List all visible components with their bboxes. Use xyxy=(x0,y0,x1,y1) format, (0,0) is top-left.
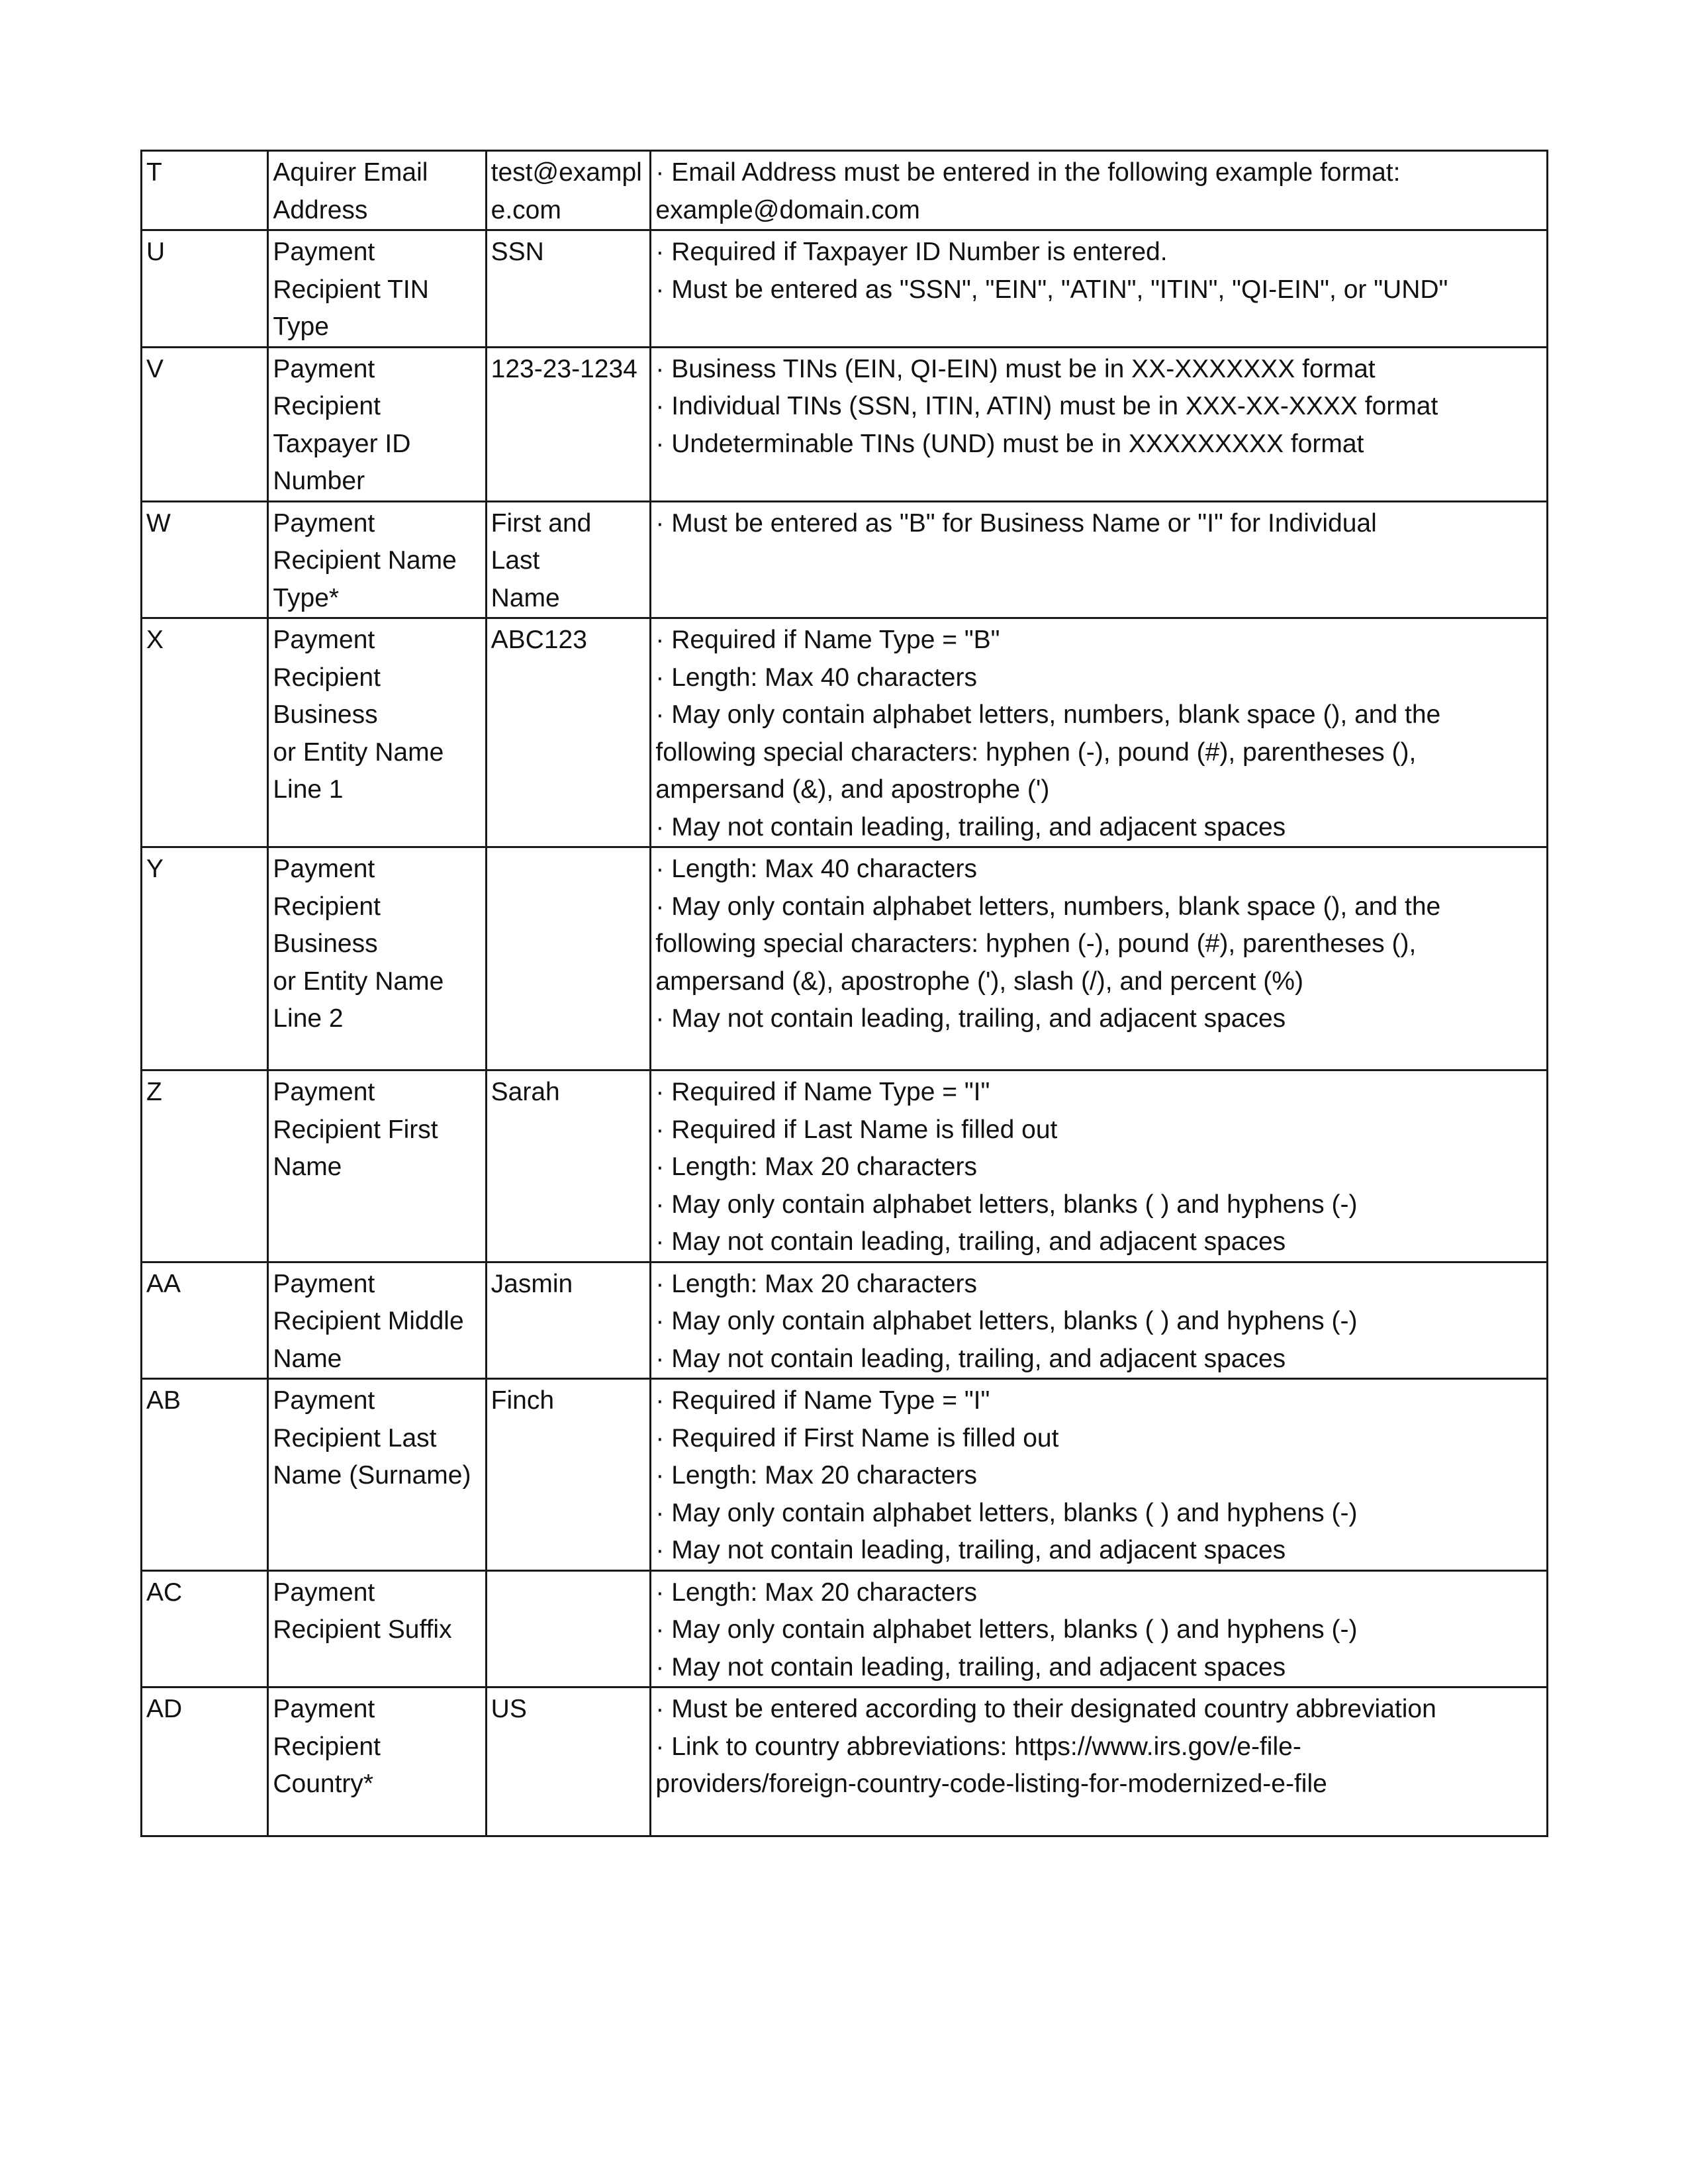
validation-rules-line: · Length: Max 40 characters xyxy=(655,855,977,883)
field-name-line: Taxpayer ID xyxy=(273,429,411,458)
field-name-line: Recipient xyxy=(273,392,381,420)
field-name-line: Line 1 xyxy=(273,775,344,804)
example-value-line: Sarah xyxy=(491,1078,560,1106)
table-row xyxy=(142,1262,1548,1379)
field-name xyxy=(268,501,486,618)
table-row xyxy=(142,501,1548,618)
column-letter: X xyxy=(142,618,268,847)
column-letter: AD xyxy=(142,1687,268,1836)
validation-rules xyxy=(651,1262,1548,1379)
validation-rules-line: · Must be entered as "B" for Business Name or "I" for Individual xyxy=(655,508,1377,538)
validation-rules-line: · Required if Last Name is filled out xyxy=(655,1115,1058,1144)
validation-rules xyxy=(651,1687,1548,1836)
field-name-line: Country* xyxy=(273,1770,374,1798)
table-row xyxy=(142,1570,1548,1687)
validation-rules-line: · May not contain leading, trailing, and adjacent spaces xyxy=(655,1536,1286,1564)
field-name-line: Recipient TIN Type xyxy=(273,275,436,341)
table-row xyxy=(142,1379,1548,1571)
validation-rules xyxy=(651,347,1548,501)
validation-rules-line: · Email Address must be entered in the following example format: xyxy=(655,158,1401,187)
field-name xyxy=(268,347,486,501)
field-name-line: Recipient Business xyxy=(273,663,388,729)
column-letter: AC xyxy=(142,1570,268,1687)
validation-rules-line: · Required if Taxpayer ID Number is entered. xyxy=(655,238,1168,266)
field-name xyxy=(268,151,486,230)
field-name-line: Number xyxy=(273,467,365,495)
validation-rules-line: · May only contain alphabet letters, numbers, blank space (), and the xyxy=(655,892,1441,921)
field-name xyxy=(268,230,486,348)
field-name-line: Aquirer Email xyxy=(273,158,428,187)
field-name-line: Line 2 xyxy=(273,1004,344,1033)
validation-rules xyxy=(651,618,1548,847)
field-name-line: Address xyxy=(273,195,368,224)
validation-rules-line: · Length: Max 20 characters xyxy=(655,1269,977,1298)
table-row xyxy=(142,151,1548,230)
table-row xyxy=(142,230,1548,348)
example-value-line: ABC123 xyxy=(491,626,587,654)
example-value xyxy=(486,347,651,501)
example-value-line: test@exampl xyxy=(491,158,642,187)
field-name-line: Recipient Middle xyxy=(273,1307,464,1335)
example-value-line: First and Last xyxy=(491,508,599,575)
field-name xyxy=(268,847,486,1070)
field-name-line: Payment xyxy=(273,1269,375,1298)
field-name xyxy=(268,1687,486,1836)
validation-rules-line: · Must be entered according to their designated country abbreviation xyxy=(655,1695,1436,1723)
validation-rules-line: · May only contain alphabet letters, blanks ( ) and hyphens (-) xyxy=(655,1307,1358,1335)
validation-rules-line: · Must be entered as "SSN", "EIN", "ATIN", "ITIN", "QI-EIN", or "UND" xyxy=(655,275,1448,304)
example-value xyxy=(486,501,651,618)
validation-rules-line: · May only contain alphabet letters, numbers, blank space (), and the xyxy=(655,700,1441,729)
validation-rules-line: · Required if Name Type = "B" xyxy=(655,626,1000,654)
field-name xyxy=(268,1570,486,1687)
validation-rules-line: · Length: Max 20 characters xyxy=(655,1461,977,1490)
example-value xyxy=(486,1262,651,1379)
example-value xyxy=(486,1570,651,1687)
table-row xyxy=(142,347,1548,501)
validation-rules xyxy=(651,501,1548,618)
column-letter: AB xyxy=(142,1379,268,1571)
validation-rules-line: ampersand (&), apostrophe ('), slash (/), and percent (%) xyxy=(655,967,1303,996)
column-letter: W xyxy=(142,501,268,618)
validation-rules-line: · May not contain leading, trailing, and adjacent spaces xyxy=(655,1227,1286,1256)
validation-rules-line: · May only contain alphabet letters, blanks ( ) and hyphens (-) xyxy=(655,1615,1358,1644)
validation-rules-line: · May not contain leading, trailing, and adjacent spaces xyxy=(655,1344,1286,1373)
validation-rules-line: · Required if First Name is filled out xyxy=(655,1423,1059,1452)
field-name-line: Payment xyxy=(273,354,375,383)
example-value xyxy=(486,151,651,230)
column-letter: V xyxy=(142,347,268,501)
validation-rules-line: · Length: Max 40 characters xyxy=(655,663,977,692)
field-name xyxy=(268,1262,486,1379)
example-value-line: US xyxy=(491,1695,527,1723)
example-value xyxy=(486,1070,651,1262)
validation-rules-line: following special characters: hyphen (-), pound (#), parentheses (), xyxy=(655,929,1417,958)
field-name-line: Payment xyxy=(273,626,375,654)
validation-rules-line: · May not contain leading, trailing, and adjacent spaces xyxy=(655,1652,1286,1682)
table-row xyxy=(142,847,1548,1070)
validation-rules-line: · Link to country abbreviations: https://www.irs.gov/e-file- xyxy=(655,1732,1301,1761)
column-letter: U xyxy=(142,230,268,348)
validation-rules-line: · May only contain alphabet letters, blanks ( ) and hyphens (-) xyxy=(655,1190,1358,1219)
validation-rules-line: ampersand (&), and apostrophe (') xyxy=(655,775,1050,804)
field-spec-table xyxy=(140,150,1548,1837)
validation-rules-line: providers/foreign-country-code-listing-for-modernized-e-file xyxy=(655,1770,1327,1798)
field-name xyxy=(268,1379,486,1571)
validation-rules xyxy=(651,230,1548,348)
validation-rules xyxy=(651,847,1548,1070)
example-value-line: Jasmin xyxy=(491,1269,573,1298)
field-name-line: Recipient First xyxy=(273,1115,438,1144)
column-letter: Z xyxy=(142,1070,268,1262)
field-name-line: Name xyxy=(273,1153,342,1181)
validation-rules-line: · Required if Name Type = "I" xyxy=(655,1078,990,1106)
validation-rules-line: · Individual TINs (SSN, ITIN, ATIN) must be in XXX-XX-XXXX format xyxy=(655,392,1438,420)
example-value-line: Name xyxy=(491,583,560,612)
field-name-line: Payment xyxy=(273,508,375,538)
field-name-line: Payment xyxy=(273,1386,375,1415)
field-name-line: Recipient Business xyxy=(273,892,388,958)
column-letter: T xyxy=(142,151,268,230)
field-name-line: Payment xyxy=(273,1695,375,1723)
validation-rules-line: example@domain.com xyxy=(655,195,920,224)
example-value xyxy=(486,618,651,847)
validation-rules-line: · May not contain leading, trailing, and adjacent spaces xyxy=(655,1004,1286,1033)
column-letter: AA xyxy=(142,1262,268,1379)
table-row xyxy=(142,1070,1548,1262)
field-name-line: Payment xyxy=(273,238,375,266)
example-value-line: SSN xyxy=(491,238,544,266)
field-name-line: Recipient xyxy=(273,1732,381,1761)
example-value-line: 123-23-1234 xyxy=(491,354,637,383)
field-name-line: Recipient Name xyxy=(273,546,457,575)
validation-rules xyxy=(651,151,1548,230)
field-name-line: Recipient Last xyxy=(273,1423,437,1452)
field-name xyxy=(268,618,486,847)
field-name-line: Payment xyxy=(273,1578,375,1607)
column-letter: Y xyxy=(142,847,268,1070)
validation-rules xyxy=(651,1070,1548,1262)
example-value xyxy=(486,230,651,348)
validation-rules-line: · Undeterminable TINs (UND) must be in XXXXXXXXX format xyxy=(655,429,1364,458)
example-value xyxy=(486,1379,651,1571)
example-value xyxy=(486,1687,651,1836)
field-name xyxy=(268,1070,486,1262)
validation-rules-line: · May only contain alphabet letters, blanks ( ) and hyphens (-) xyxy=(655,1498,1358,1527)
validation-rules xyxy=(651,1379,1548,1571)
validation-rules-line: · May not contain leading, trailing, and adjacent spaces xyxy=(655,812,1286,841)
example-value-line: e.com xyxy=(491,195,561,224)
field-name-line: or Entity Name xyxy=(273,967,444,996)
example-value-line: Finch xyxy=(491,1386,555,1415)
table-body xyxy=(142,151,1548,1836)
field-name-line: Name (Surname) xyxy=(273,1461,471,1490)
validation-rules xyxy=(651,1570,1548,1687)
validation-rules-line: · Length: Max 20 characters xyxy=(655,1153,977,1181)
table-row xyxy=(142,618,1548,847)
field-name-line: Payment xyxy=(273,1078,375,1106)
validation-rules-line: · Length: Max 20 characters xyxy=(655,1578,977,1607)
field-name-line: Payment xyxy=(273,855,375,883)
example-value xyxy=(486,847,651,1070)
validation-rules-line: · Required if Name Type = "I" xyxy=(655,1386,990,1415)
field-name-line: or Entity Name xyxy=(273,737,444,767)
field-name-line: Type* xyxy=(273,583,340,612)
table-row xyxy=(142,1687,1548,1836)
validation-rules-line: following special characters: hyphen (-), pound (#), parentheses (), xyxy=(655,737,1417,767)
field-name-line: Recipient Suffix xyxy=(273,1615,452,1644)
validation-rules-line: · Business TINs (EIN, QI-EIN) must be in XX-XXXXXXX format xyxy=(655,354,1376,383)
field-name-line: Name xyxy=(273,1344,342,1373)
